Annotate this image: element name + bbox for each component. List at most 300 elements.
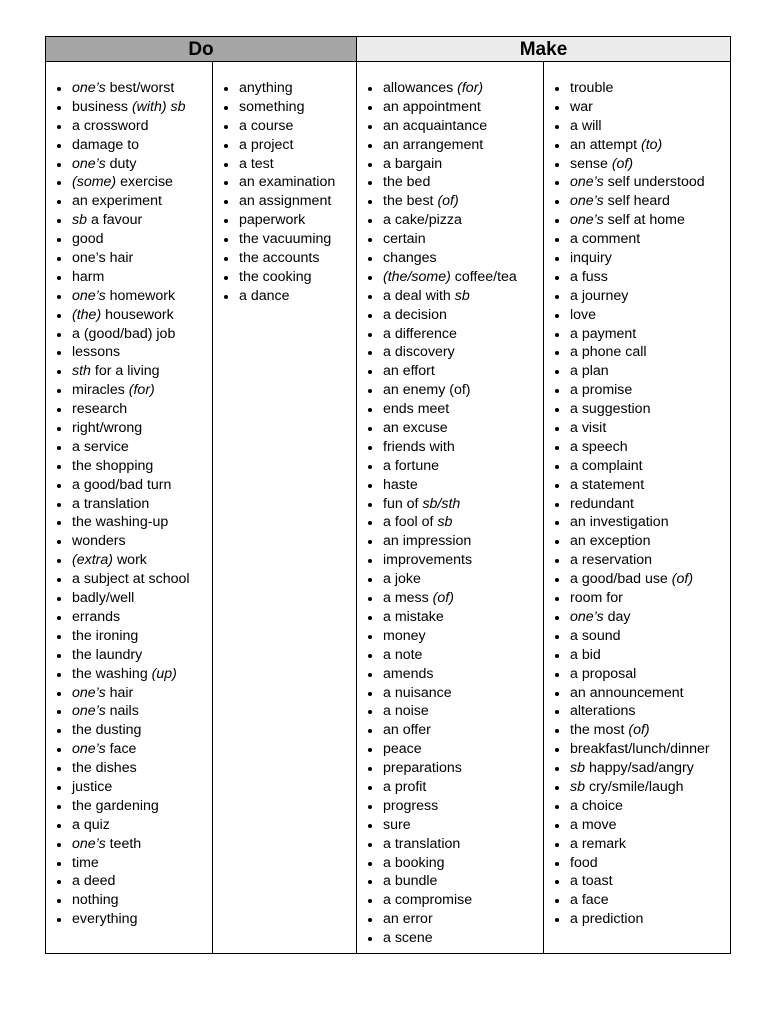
text: housework <box>105 306 174 323</box>
list-item <box>365 589 541 608</box>
italic-text: sb <box>570 778 589 795</box>
text: duty <box>109 155 137 172</box>
list-item <box>552 438 728 457</box>
list-item <box>552 513 728 532</box>
list-item <box>54 136 210 155</box>
list-item <box>365 287 541 306</box>
text: a visit <box>570 420 607 437</box>
text: friends with <box>383 438 455 455</box>
italic-text: sb/sth <box>422 495 461 512</box>
text: coffee/tea <box>454 268 517 285</box>
text: a difference <box>383 325 457 342</box>
text: a crossword <box>72 117 149 134</box>
list-item <box>54 740 210 759</box>
list-item <box>54 721 210 740</box>
text: a cake/pizza <box>383 212 462 229</box>
list-item <box>552 854 728 873</box>
text: a joke <box>383 571 421 588</box>
list-item <box>552 117 728 136</box>
list-item <box>552 684 728 703</box>
list-item <box>365 136 541 155</box>
list-item <box>54 778 210 797</box>
text: work <box>116 552 147 569</box>
text: one’s hair <box>72 250 134 267</box>
text: badly/well <box>72 590 135 607</box>
list-item <box>365 155 541 174</box>
list-item <box>365 740 541 759</box>
text: harm <box>72 268 105 285</box>
text: self heard <box>607 193 670 210</box>
text: research <box>72 401 128 418</box>
list-item <box>552 797 728 816</box>
make-column-2 <box>544 62 730 953</box>
list-item <box>365 665 541 684</box>
text: a fortune <box>383 457 440 474</box>
list-item <box>552 891 728 910</box>
italic-text: one’s <box>72 80 110 96</box>
list-item <box>552 778 728 797</box>
list-item <box>365 929 541 948</box>
text: an experiment <box>72 193 162 210</box>
list-item <box>552 910 728 929</box>
list-item <box>221 230 354 249</box>
list-item <box>54 117 210 136</box>
list-item <box>365 476 541 495</box>
italic-text: sb <box>437 514 453 531</box>
text: the bed <box>383 174 431 191</box>
italic-text: sb <box>72 212 91 229</box>
list-item <box>54 854 210 873</box>
text: love <box>570 306 597 323</box>
list-item <box>365 646 541 665</box>
list-item <box>54 155 210 174</box>
italic-text: (of) <box>628 722 650 739</box>
list-item <box>552 570 728 589</box>
text: an enemy (of) <box>383 382 471 399</box>
text: a test <box>239 155 274 172</box>
list-item <box>221 79 354 98</box>
make-header: Make <box>357 37 730 62</box>
italic-text: one’s <box>72 155 110 172</box>
list-item <box>552 872 728 891</box>
italic-text: (to) <box>640 136 663 153</box>
list-item <box>365 797 541 816</box>
italic-text: one’s <box>570 608 608 625</box>
text: lessons <box>72 344 121 361</box>
italic-text: sb <box>454 287 470 304</box>
list-item <box>365 98 541 117</box>
text: a course <box>239 117 294 134</box>
text: improvements <box>383 552 473 569</box>
list-item <box>552 400 728 419</box>
text: a mess <box>383 590 433 607</box>
list-item <box>552 740 728 759</box>
list-item <box>365 627 541 646</box>
text: a nuisance <box>383 684 452 701</box>
list-item <box>365 249 541 268</box>
text: sense <box>570 155 612 172</box>
text: business <box>72 98 132 115</box>
text: a good/bad turn <box>72 476 172 493</box>
list-item <box>365 570 541 589</box>
list-item <box>365 684 541 703</box>
list-item <box>552 646 728 665</box>
text: right/wrong <box>72 420 143 437</box>
text: good <box>72 231 104 248</box>
list-item <box>54 249 210 268</box>
list-item <box>54 79 210 98</box>
list-item <box>365 721 541 740</box>
list-item <box>54 570 210 589</box>
list-item <box>54 759 210 778</box>
text: a service <box>72 438 129 455</box>
list-item <box>365 117 541 136</box>
text: everything <box>72 911 138 928</box>
text: a deal with <box>383 287 455 304</box>
list-item <box>552 532 728 551</box>
list-item <box>552 721 728 740</box>
list-item <box>552 173 728 192</box>
text: paperwork <box>239 212 306 229</box>
text: a profit <box>383 778 427 795</box>
list-item <box>365 457 541 476</box>
list-item <box>221 155 354 174</box>
text: sure <box>383 816 411 833</box>
text: a subject at school <box>72 571 190 588</box>
text: fun of <box>383 495 423 512</box>
text: best/worst <box>109 80 175 96</box>
text: a discovery <box>383 344 455 361</box>
do-column-2 <box>213 62 357 953</box>
text: money <box>383 627 426 644</box>
list-item <box>54 646 210 665</box>
list-item <box>365 532 541 551</box>
list-item <box>552 98 728 117</box>
italic-text: (for) <box>128 382 155 399</box>
italic-text: (some) <box>72 174 121 191</box>
text: nothing <box>72 892 119 909</box>
list-item <box>54 173 210 192</box>
list-item <box>552 306 728 325</box>
text: breakfast/lunch/dinner <box>570 741 710 758</box>
list-item <box>552 381 728 400</box>
list-item <box>552 665 728 684</box>
list-item <box>54 362 210 381</box>
text: an effort <box>383 363 435 380</box>
text: a will <box>570 117 602 134</box>
list-item <box>54 192 210 211</box>
text: an attempt <box>570 136 641 153</box>
italic-text: one’s <box>72 741 110 758</box>
text: for a living <box>94 363 160 380</box>
make-list-2 <box>552 79 728 929</box>
list-item <box>365 230 541 249</box>
list-item <box>221 268 354 287</box>
list-item <box>552 211 728 230</box>
text: the laundry <box>72 646 143 663</box>
list-item <box>552 155 728 174</box>
text: the washing-up <box>72 514 169 531</box>
text: a deed <box>72 873 116 890</box>
text: a speech <box>570 438 628 455</box>
list-item <box>54 872 210 891</box>
text: haste <box>383 476 418 493</box>
text: something <box>239 98 305 115</box>
list-item <box>54 325 210 344</box>
text: a dance <box>239 287 290 304</box>
list-item <box>365 211 541 230</box>
list-item <box>221 211 354 230</box>
list-item <box>365 835 541 854</box>
text: an acquaintance <box>383 117 488 134</box>
list-item <box>54 551 210 570</box>
text: self understood <box>607 174 705 191</box>
text: the best <box>383 193 438 210</box>
text: food <box>570 854 598 871</box>
text: a mistake <box>383 608 444 625</box>
text: cry/smile/laugh <box>588 778 684 795</box>
text: a good/bad use <box>570 571 672 588</box>
text: a decision <box>383 306 447 323</box>
list-item <box>552 249 728 268</box>
list-item <box>552 608 728 627</box>
list-item <box>552 457 728 476</box>
list-item <box>54 797 210 816</box>
list-item <box>221 98 354 117</box>
text: the dishes <box>72 760 137 777</box>
italic-text: one’s <box>570 212 608 229</box>
list-item <box>54 419 210 438</box>
text: redundant <box>570 495 634 512</box>
list-item <box>54 608 210 627</box>
text: an investigation <box>570 514 669 531</box>
list-item <box>365 778 541 797</box>
list-item <box>365 192 541 211</box>
list-item <box>365 495 541 514</box>
italic-text: (of) <box>611 155 634 172</box>
list-item <box>54 343 210 362</box>
list-item <box>552 287 728 306</box>
text: a scene <box>383 930 433 947</box>
italic-text: (of) <box>671 571 694 588</box>
text: a prediction <box>570 911 644 928</box>
text: a complaint <box>570 457 643 474</box>
list-item <box>552 230 728 249</box>
italic-text: one’s <box>570 174 608 191</box>
do-list-1 <box>54 79 210 929</box>
text: the vacuuming <box>239 231 332 248</box>
italic-text: one’s <box>570 193 608 210</box>
text: certain <box>383 231 426 248</box>
text: the gardening <box>72 797 159 814</box>
list-item <box>552 627 728 646</box>
text: the dusting <box>72 722 142 739</box>
italic-text: (with) sb <box>131 98 186 115</box>
text: preparations <box>383 760 462 777</box>
text: day <box>607 608 631 625</box>
italic-text: (the) <box>72 306 106 323</box>
list-item <box>54 910 210 929</box>
text: errands <box>72 608 121 625</box>
list-item <box>54 684 210 703</box>
italic-text: (extra) <box>72 552 117 569</box>
list-item <box>54 627 210 646</box>
text: a journey <box>570 287 629 304</box>
italic-text: (the/some) <box>383 268 455 285</box>
text: a translation <box>72 495 150 512</box>
list-item <box>365 438 541 457</box>
list-item <box>552 362 728 381</box>
text: the ironing <box>72 627 139 644</box>
list-item <box>365 306 541 325</box>
italic-text: one’s <box>72 703 110 720</box>
text: a bargain <box>383 155 443 172</box>
list-item <box>552 495 728 514</box>
list-item <box>552 192 728 211</box>
text: a choice <box>570 797 623 814</box>
text: war <box>570 98 593 115</box>
list-item <box>54 211 210 230</box>
list-item <box>54 400 210 419</box>
text: the shopping <box>72 457 154 474</box>
text: progress <box>383 797 439 814</box>
collocation-table <box>45 36 731 954</box>
list-item <box>552 136 728 155</box>
list-item <box>552 79 728 98</box>
text: a favour <box>90 212 143 229</box>
text: a fool of <box>383 514 438 531</box>
text: nails <box>109 703 139 720</box>
list-item <box>54 287 210 306</box>
list-item <box>221 173 354 192</box>
list-item <box>54 381 210 400</box>
list-item <box>221 192 354 211</box>
list-item <box>54 513 210 532</box>
text: an exception <box>570 533 651 550</box>
text: teeth <box>109 835 142 852</box>
list-item <box>54 230 210 249</box>
text: a phone call <box>570 344 647 361</box>
text: a reservation <box>570 552 653 569</box>
text: an announcement <box>570 684 684 701</box>
text: a proposal <box>570 665 637 682</box>
list-item <box>552 551 728 570</box>
text: wonders <box>72 533 126 550</box>
text: inquiry <box>570 250 612 267</box>
text: an assignment <box>239 193 332 210</box>
list-item <box>221 117 354 136</box>
text: allowances <box>383 80 458 96</box>
text: a project <box>239 136 294 153</box>
list-item <box>365 79 541 98</box>
text: an excuse <box>383 420 448 437</box>
text: a noise <box>383 703 429 720</box>
do-list-2 <box>221 79 354 306</box>
text: self at home <box>607 212 685 229</box>
text: a face <box>570 892 609 909</box>
text: hair <box>109 684 134 701</box>
text: a quiz <box>72 816 110 833</box>
make-list-1 <box>365 79 541 948</box>
text: happy/sad/angry <box>588 760 694 777</box>
make-column-1 <box>357 62 544 953</box>
text: a sound <box>570 627 621 644</box>
text: a promise <box>570 382 633 399</box>
text: a bundle <box>383 873 438 890</box>
text: a remark <box>570 835 626 852</box>
list-item <box>54 306 210 325</box>
text: changes <box>383 250 437 267</box>
text: the most <box>570 722 629 739</box>
italic-text: (of) <box>437 193 459 210</box>
text: a plan <box>570 363 609 380</box>
text: the cooking <box>239 268 312 285</box>
text: a (good/bad) job <box>72 325 176 342</box>
italic-text: (up) <box>151 665 177 682</box>
list-item <box>365 872 541 891</box>
text: an error <box>383 911 433 928</box>
list-item <box>365 343 541 362</box>
text: a translation <box>383 835 461 852</box>
list-item <box>54 816 210 835</box>
list-item <box>552 816 728 835</box>
text: a payment <box>570 325 637 342</box>
list-item <box>54 268 210 287</box>
list-item <box>54 476 210 495</box>
text: trouble <box>570 80 614 96</box>
text: peace <box>383 741 422 758</box>
list-item <box>552 835 728 854</box>
list-item <box>365 816 541 835</box>
list-item <box>365 702 541 721</box>
list-item <box>54 891 210 910</box>
list-item <box>365 551 541 570</box>
list-item <box>54 98 210 117</box>
text: a compromise <box>383 892 473 909</box>
list-item <box>54 702 210 721</box>
italic-text: one’s <box>72 835 110 852</box>
text: a suggestion <box>570 401 651 418</box>
text: an arrangement <box>383 136 484 153</box>
text: an impression <box>383 533 472 550</box>
text: damage to <box>72 136 140 153</box>
list-item <box>221 136 354 155</box>
text: an appointment <box>383 98 481 115</box>
list-item <box>365 419 541 438</box>
text: the accounts <box>239 250 320 267</box>
text: face <box>109 741 137 758</box>
text: miracles <box>72 382 129 399</box>
text: homework <box>109 287 176 304</box>
text: a note <box>383 646 423 663</box>
do-column-1 <box>46 62 213 953</box>
text: time <box>72 854 99 871</box>
text: a bid <box>570 646 601 663</box>
list-item <box>552 419 728 438</box>
list-item <box>365 854 541 873</box>
text: exercise <box>120 174 173 191</box>
text: a move <box>570 816 617 833</box>
italic-text: one’s <box>72 684 110 701</box>
list-item <box>552 702 728 721</box>
text: a fuss <box>570 268 608 285</box>
text: amends <box>383 665 434 682</box>
text: justice <box>72 778 113 795</box>
list-item <box>365 325 541 344</box>
text: room for <box>570 590 623 607</box>
list-item <box>365 513 541 532</box>
list-item <box>54 532 210 551</box>
